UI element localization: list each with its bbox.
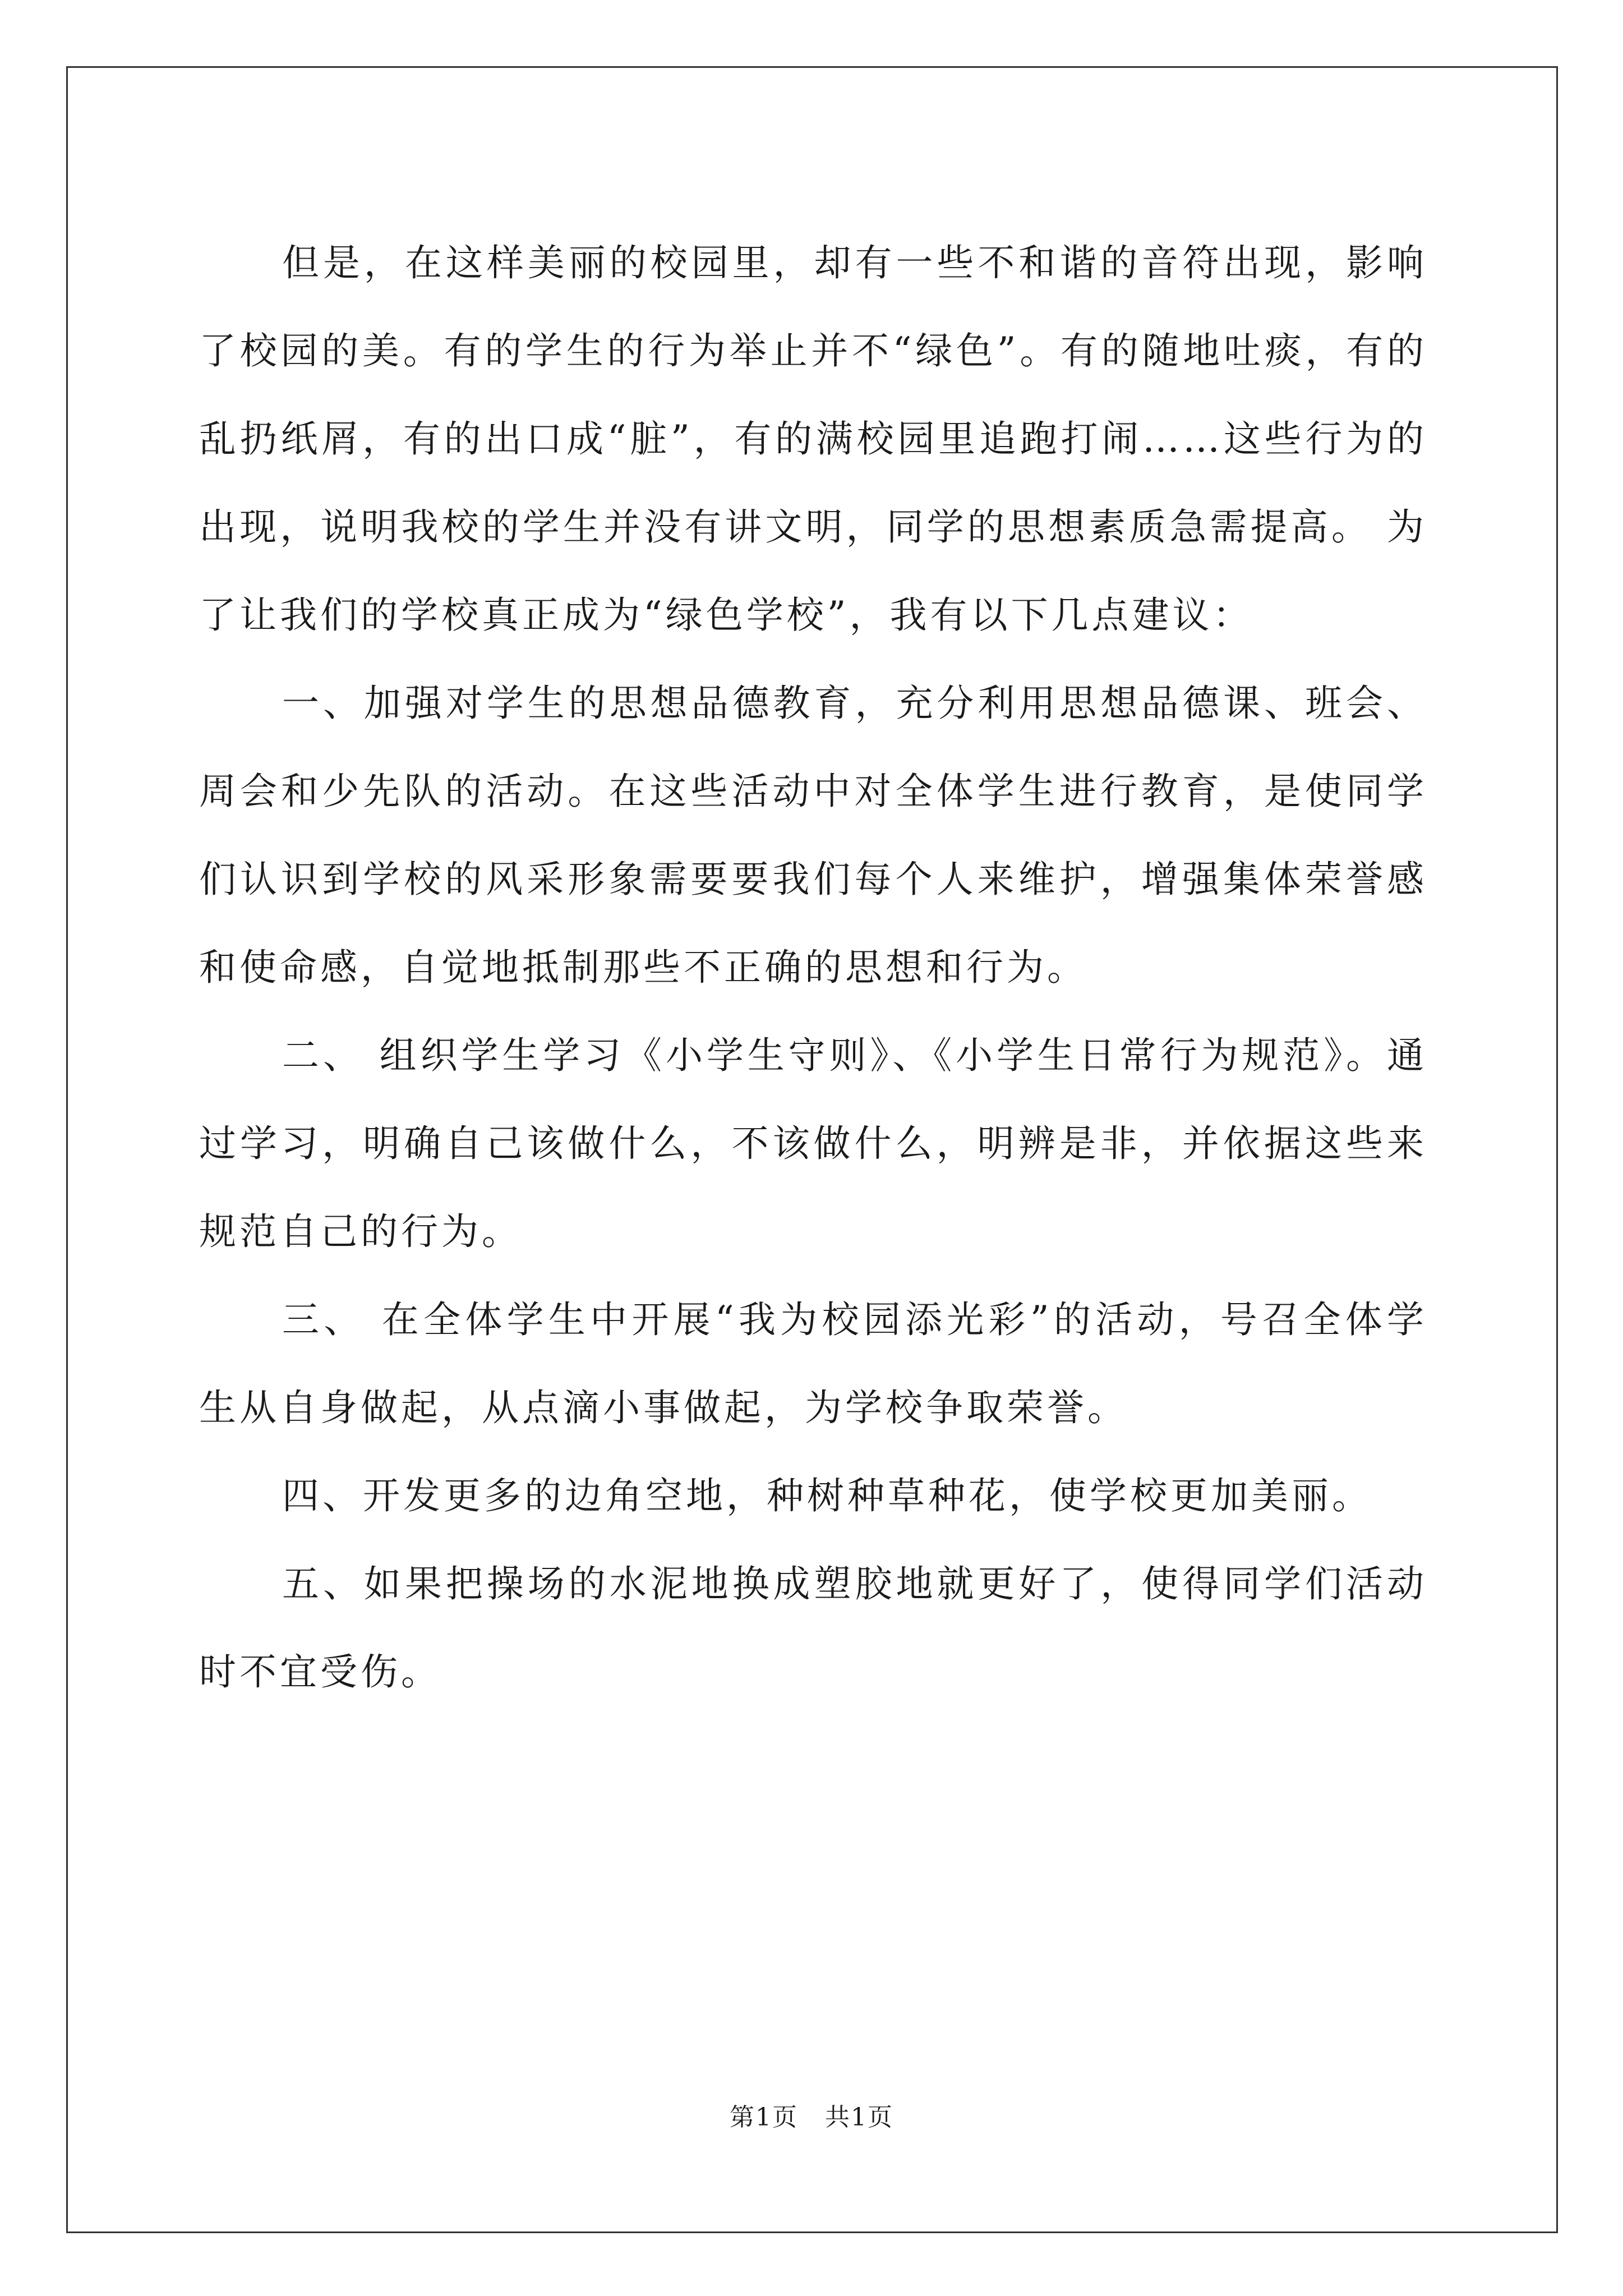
page-number: 第1页 [730, 2103, 798, 2132]
paragraph-suggestion-3: 三、 在全体学生中开展“我为校园添光彩”的活动，号召全体学生从自身做起，从点滴小事做起，为学校争取荣誉。 [199, 1298, 1427, 1429]
paragraph-intro: 但是，在这样美丽的校园里，却有一些不和谐的音符出现，影响了校园的美。有的学生的行为举止并不“绿色”。有的随地吐痰，有的乱扔纸屑，有的出口成“脏”，有的满校园里追跑打闹……这些行为的出现，说明我校的学生并没有讲文明，同学的思想素质急需提高。 为了让我们的学校真正成为“绿色学校”，我有以下几点建议： [199, 241, 1427, 637]
document-body [199, 219, 1427, 1716]
total-pages: 共1页 [825, 2103, 893, 2132]
paragraph-suggestion-1: 一、加强对学生的思想品德教育，充分利用思想品德课、班会、周会和少先队的活动。在这些活动中对全体学生进行教育，是使同学们认识到学校的风采形象需要要我们每个人来维护，增强集体荣誉感和使命感，自觉地抵制那些不正确的思想和行为。 [199, 682, 1427, 989]
paragraph-suggestion-5: 五、如果把操场的水泥地换成塑胶地就更好了，使得同学们活动时不宜受伤。 [199, 1562, 1427, 1694]
paragraph-suggestion-2: 二、 组织学生学习《小学生守则》、《小学生日常行为规范》。通过学习，明确自己该做什么，不该做什么，明辨是非，并依据这些来规范自己的行为。 [199, 1034, 1427, 1253]
page-footer [0, 2101, 1623, 2134]
paragraph-suggestion-4: 四、开发更多的边角空地，种树种草种花，使学校更加美丽。 [282, 1474, 1372, 1517]
